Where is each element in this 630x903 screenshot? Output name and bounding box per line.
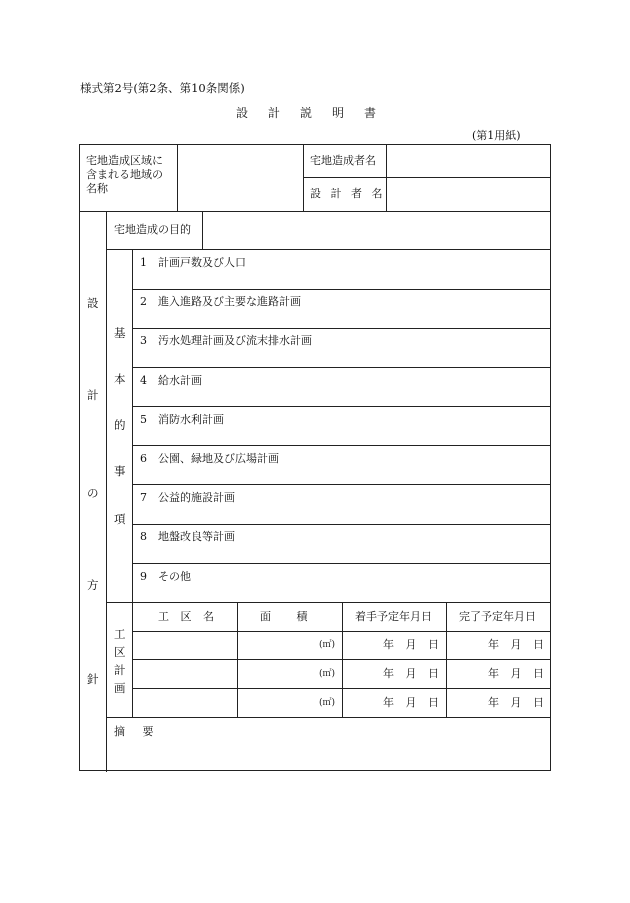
basic-item: 6 公園、緑地及び広場計画 xyxy=(140,452,279,465)
sheet-number: (第1用紙) xyxy=(472,129,521,142)
summary-field[interactable] xyxy=(107,742,551,770)
basic-item: 9 その他 xyxy=(140,570,191,583)
document-title: 設計説明書 xyxy=(236,106,397,120)
basic-item: 8 地盤改良等計画 xyxy=(140,530,235,543)
basic-item: 5 消防水利計画 xyxy=(140,413,224,426)
area-header: 面 積 xyxy=(260,610,308,623)
design-description-form: 宅地造成区域に 含まれる地域の 名称 宅地造成者名 設 計 者 名 設 計 の 方 針 宅地造成の目的 基 本 的 事 項 1 計画戸数及び人口 2 進入進路及び主要な進路計画 3 汚水処理計画及び流末排水計画 4 給水計画 5 消防水利計画 6 公園、緑地及び広場計画 7 公益的施設計画 8 地盤改良等計画 9 その他 工 区 計 画 工 区 名 面 積 着手予定年月日 完了予定年月日 (㎡) 年 月 日 年 月 日 (㎡) 年 月 日 年 月 日 (㎡) 年 月 日 年 月 日 摘 要 xyxy=(79,144,551,771)
basic-item: 1 計画戸数及び人口 xyxy=(140,256,246,269)
developer-name-label: 宅地造成者名 xyxy=(310,154,376,167)
summary-label: 摘 要 xyxy=(114,725,154,738)
basic-item: 4 給水計画 xyxy=(140,374,202,387)
basic-item: 2 進入進路及び主要な進路計画 xyxy=(140,295,301,308)
purpose-label: 宅地造成の目的 xyxy=(114,223,191,236)
area-name-field[interactable] xyxy=(178,146,302,210)
end-date-header: 完了予定年月日 xyxy=(459,610,536,623)
developer-name-field[interactable] xyxy=(387,146,551,176)
area-name-label: 宅地造成区域に 含まれる地域の 名称 xyxy=(86,154,163,195)
basic-item: 7 公益的施設計画 xyxy=(140,491,235,504)
designer-name-field[interactable] xyxy=(387,178,551,210)
start-date-header: 着手予定年月日 xyxy=(355,610,432,623)
basic-item: 3 汚水処理計画及び流末排水計画 xyxy=(140,334,312,347)
work-section-header: 工 区 名 xyxy=(158,610,218,623)
purpose-field[interactable] xyxy=(203,212,551,248)
form-number: 様式第2号(第2条、第10条関係) xyxy=(80,81,245,95)
designer-name-label: 設 計 者 名 xyxy=(310,187,386,200)
